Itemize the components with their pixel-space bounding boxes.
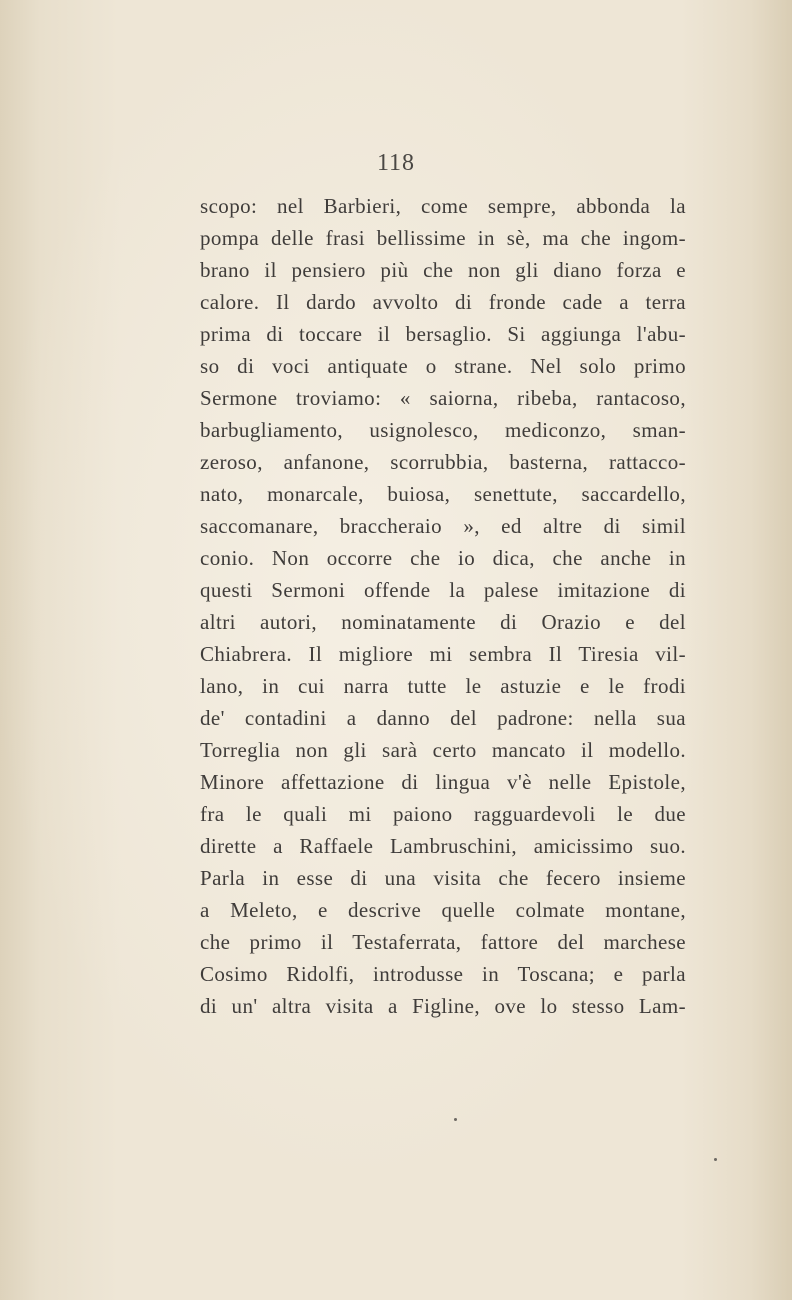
text-line: fra le quali mi paiono ragguardevoli le due	[200, 802, 686, 826]
text-line: Parla in esse di una visita che fecero insieme	[200, 866, 686, 890]
text-line: Cosimo Ridolfi, introdusse in Toscana; e parla	[200, 962, 686, 986]
text-line: questi Sermoni offende la palese imitazione di	[200, 578, 686, 602]
text-line: brano il pensiero più che non gli diano forza e	[200, 258, 686, 282]
text-line: barbugliamento, usignolesco, mediconzo, sman-	[200, 418, 686, 442]
text-line: Sermone troviamo: « saiorna, ribeba, rantacoso,	[200, 386, 686, 410]
text-line: a Meleto, e descrive quelle colmate montane,	[200, 898, 686, 922]
text-line: scopo: nel Barbieri, come sempre, abbonda la	[200, 194, 686, 218]
text-line: prima di toccare il bersaglio. Si aggiunga l'abu-	[200, 322, 686, 346]
body-text	[200, 190, 686, 1022]
text-line: pompa delle frasi bellissime in sè, ma che ingom-	[200, 226, 686, 250]
text-line: so di voci antiquate o strane. Nel solo primo	[200, 354, 686, 378]
paper-speck	[454, 1118, 457, 1121]
text-line: dirette a Raffaele Lambruschini, amicissimo suo.	[200, 834, 686, 858]
text-line: saccomanare, braccheraio », ed altre di simil	[200, 514, 686, 538]
paper-speck	[714, 1158, 717, 1161]
text-line: calore. Il dardo avvolto di fronde cade a terra	[200, 290, 686, 314]
text-line: de' contadini a danno del padrone: nella sua	[200, 706, 686, 730]
text-line: di un' altra visita a Figline, ove lo stesso Lam-	[200, 994, 686, 1018]
text-line: Torreglia non gli sarà certo mancato il modello.	[200, 738, 686, 762]
page-number: 118	[376, 150, 416, 176]
text-line: lano, in cui narra tutte le astuzie e le frodi	[200, 674, 686, 698]
text-line: conio. Non occorre che io dica, che anche in	[200, 546, 686, 570]
text-line: Minore affettazione di lingua v'è nelle Epistole,	[200, 770, 686, 794]
text-line: zeroso, anfanone, scorrubbia, basterna, rattacco-	[200, 450, 686, 474]
text-line: Chiabrera. Il migliore mi sembra Il Tiresia vil-	[200, 642, 686, 666]
text-line: altri autori, nominatamente di Orazio e del	[200, 610, 686, 634]
text-line: nato, monarcale, buiosa, senettute, saccardello,	[200, 482, 686, 506]
text-line: che primo il Testaferrata, fattore del marchese	[200, 930, 686, 954]
